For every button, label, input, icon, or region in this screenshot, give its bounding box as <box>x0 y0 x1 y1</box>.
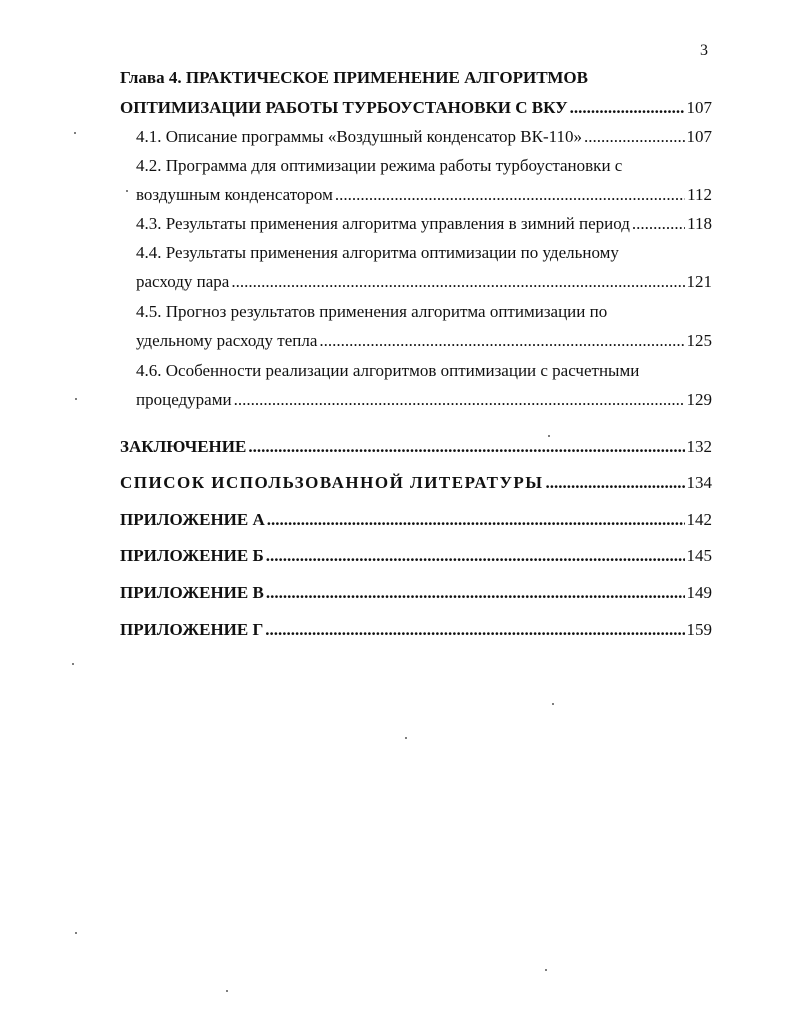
back-matter-title: СПИСОК ИСПОЛЬЗОВАННОЙ ЛИТЕРАТУРЫ <box>120 473 544 492</box>
section-title-4-6-line1: 4.6. Особенности реализации алгоритмов оптимизации с расчетными <box>136 361 640 380</box>
toc-page-number: 142 <box>686 510 712 529</box>
section-title-line2: процедурами <box>136 390 232 409</box>
back-matter-title: ЗАКЛЮЧЕНИЕ <box>120 437 247 456</box>
dot-leader <box>546 472 685 494</box>
dot-leader <box>265 619 684 641</box>
toc-entry-4-5[interactable] <box>136 330 712 352</box>
scan-speck <box>75 932 77 934</box>
dot-leader <box>248 436 684 458</box>
section-title-line2: воздушным конденсатором <box>136 185 333 204</box>
dot-leader <box>632 213 685 235</box>
section-title-line2: расходу пара <box>136 272 230 291</box>
toc-page-number: 107 <box>686 98 712 117</box>
back-matter-title: ПРИЛОЖЕНИЕ Г <box>120 620 264 639</box>
back-matter-title: ПРИЛОЖЕНИЕ А <box>120 510 265 529</box>
toc-entry-appendix-b[interactable] <box>120 545 712 567</box>
scan-speck <box>75 398 77 400</box>
toc-entry-4-4[interactable] <box>136 271 712 293</box>
back-matter-title: ПРИЛОЖЕНИЕ Б <box>120 546 264 565</box>
dot-leader <box>231 271 684 293</box>
toc-entry-references[interactable] <box>120 472 712 494</box>
chapter-title-line1: Глава 4. ПРАКТИЧЕСКОЕ ПРИМЕНЕНИЕ АЛГОРИТМОВ <box>120 68 588 87</box>
dot-leader <box>570 97 685 119</box>
page-number: 3 <box>700 42 708 59</box>
toc-page-number: 134 <box>686 473 712 492</box>
section-title: 4.3. Результаты применения алгоритма управления в зимний период <box>136 214 630 233</box>
toc-entry-4-2[interactable] <box>136 184 712 206</box>
toc-page-number: 118 <box>687 214 712 233</box>
dot-leader <box>335 184 685 206</box>
scan-speck <box>74 132 76 134</box>
dot-leader <box>234 389 685 411</box>
toc-entry-appendix-v[interactable] <box>120 582 712 604</box>
scan-speck <box>552 703 554 705</box>
chapter-title-line2: ОПТИМИЗАЦИИ РАБОТЫ ТУРБОУСТАНОВКИ С ВКУ <box>120 98 568 117</box>
scan-speck <box>545 969 547 971</box>
scan-speck <box>126 190 128 192</box>
toc-page-number: 159 <box>686 620 712 639</box>
toc-page-number: 129 <box>686 390 712 409</box>
dot-leader <box>266 545 685 567</box>
section-title-4-2-line1: 4.2. Программа для оптимизации режима работы турбоустановки с <box>136 156 623 175</box>
scan-speck <box>226 990 228 992</box>
section-title-4-5-line1: 4.5. Прогноз результатов применения алгоритма оптимизации по <box>136 302 608 321</box>
dot-leader <box>319 330 684 352</box>
toc-entry-appendix-g[interactable] <box>120 619 712 641</box>
toc-page-number: 145 <box>686 546 712 565</box>
toc-entry-4-6[interactable] <box>136 389 712 411</box>
toc-entry-4-1[interactable] <box>136 126 712 148</box>
toc-page-number: 112 <box>687 185 712 204</box>
dot-leader <box>267 509 685 531</box>
back-matter-title: ПРИЛОЖЕНИЕ В <box>120 583 264 602</box>
section-title: 4.1. Описание программы «Воздушный конденсатор ВК-110» <box>136 127 582 146</box>
section-title-line2: удельному расходу тепла <box>136 331 318 350</box>
toc-page-number: 125 <box>686 331 712 350</box>
toc-page-number: 132 <box>686 437 712 456</box>
toc-entry-chapter-4[interactable] <box>120 97 712 119</box>
toc-entry-appendix-a[interactable] <box>120 509 712 531</box>
toc-page-number: 107 <box>686 127 712 146</box>
toc-entry-conclusion[interactable] <box>120 436 712 458</box>
dot-leader <box>266 582 685 604</box>
toc-entry-4-3[interactable] <box>136 213 712 235</box>
toc-page-number: 121 <box>686 272 712 291</box>
scan-speck <box>72 663 74 665</box>
dot-leader <box>584 126 685 148</box>
scan-speck <box>405 737 407 739</box>
section-title-4-4-line1: 4.4. Результаты применения алгоритма оптимизации по удельному <box>136 243 619 262</box>
scan-speck <box>548 435 550 437</box>
toc-page-number: 149 <box>686 583 712 602</box>
